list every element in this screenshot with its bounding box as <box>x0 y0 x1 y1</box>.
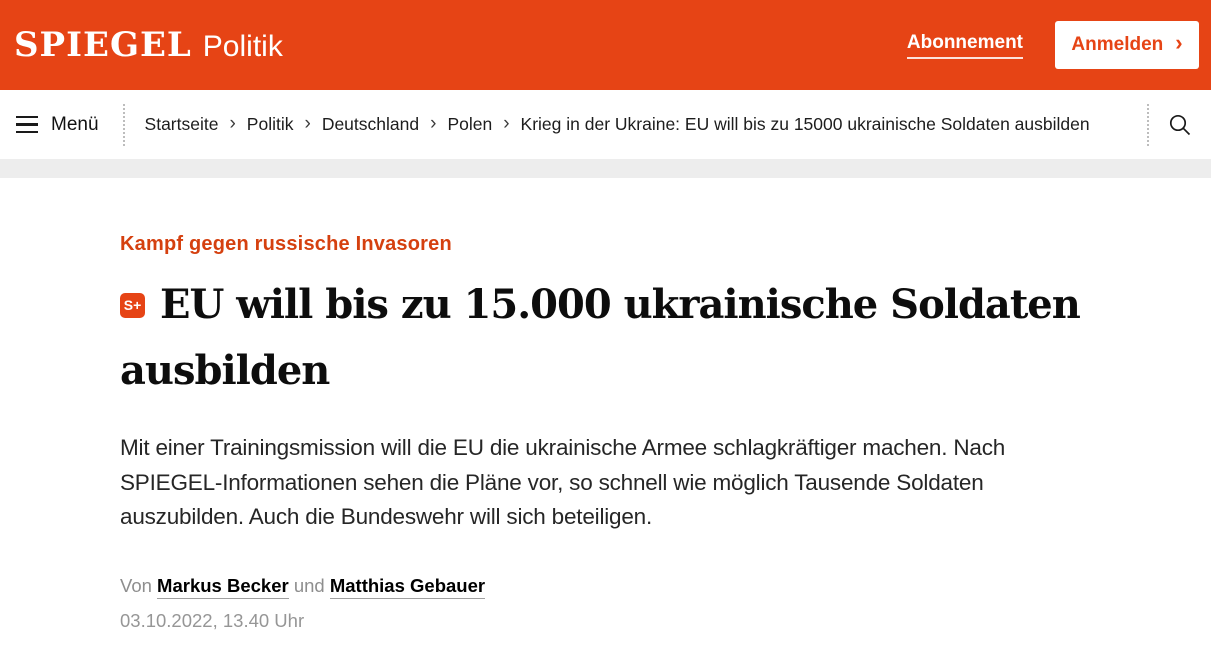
article-lede: Mit einer Trainingsmission will die EU die ukrainische Armee schlagkräftiger machen. Nach SPIEGEL-Informationen sehen die Pläne vor, so schnell wie möglich Tausende Soldaten auszubilden. Auch die Bundeswehr will sich beteiligen. <box>120 435 1006 529</box>
abonnement-link[interactable]: Abonnement <box>907 32 1023 59</box>
breadcrumb-item-current-article: Krieg in der Ukraine: EU will bis zu 15000 ukrainische Soldaten ausbilden <box>520 114 1090 134</box>
site-header <box>0 0 1211 90</box>
spiegel-logo[interactable] <box>14 25 283 65</box>
section-title: Politik <box>202 30 283 63</box>
publish-date: 03.10.2022, 13.40 Uhr <box>120 609 305 631</box>
article-kicker: Kampf gegen russische Invasoren <box>120 233 452 255</box>
search-icon <box>1167 112 1193 138</box>
menu-label: Menü <box>51 113 99 135</box>
chevron-right-icon: › <box>503 113 510 134</box>
byline-prefix: Von <box>120 574 152 596</box>
search-button[interactable] <box>1167 112 1193 138</box>
breadcrumb-item-polen[interactable]: Polen <box>447 114 493 134</box>
article-headline <box>120 272 1120 404</box>
dotted-divider <box>123 104 125 146</box>
breadcrumb <box>145 114 1147 135</box>
breadcrumb-item-startseite[interactable]: Startseite <box>144 114 219 134</box>
byline-connector: und <box>293 574 325 596</box>
breadcrumb-item-politik[interactable]: Politik <box>246 114 294 134</box>
spiegel-plus-badge: S+ <box>120 293 145 318</box>
brand-wordmark: SPIEGEL <box>14 25 192 65</box>
chevron-right-icon: › <box>430 113 437 134</box>
breadcrumb-item-deutschland[interactable]: Deutschland <box>321 114 420 134</box>
anmelden-label: Anmelden <box>1071 34 1164 55</box>
dotted-divider <box>1147 104 1149 146</box>
author-link-matthias-gebauer[interactable]: Matthias Gebauer <box>330 575 485 599</box>
author-link-markus-becker[interactable]: Markus Becker <box>157 575 289 599</box>
anmelden-button[interactable] <box>1055 21 1199 69</box>
nav-bar <box>0 90 1211 159</box>
article-main <box>0 178 1110 632</box>
chevron-right-icon: › <box>304 113 311 134</box>
menu-button[interactable] <box>16 114 99 136</box>
chevron-right-icon: › <box>229 113 236 134</box>
headline-text: EU will bis zu 15.000 ukrainische Soldaten ausbilden <box>120 281 1080 394</box>
chevron-right-icon: › <box>1175 30 1183 55</box>
hamburger-icon <box>16 116 38 134</box>
byline <box>120 575 1110 597</box>
separator-band <box>0 159 1211 178</box>
header-actions <box>907 21 1199 69</box>
